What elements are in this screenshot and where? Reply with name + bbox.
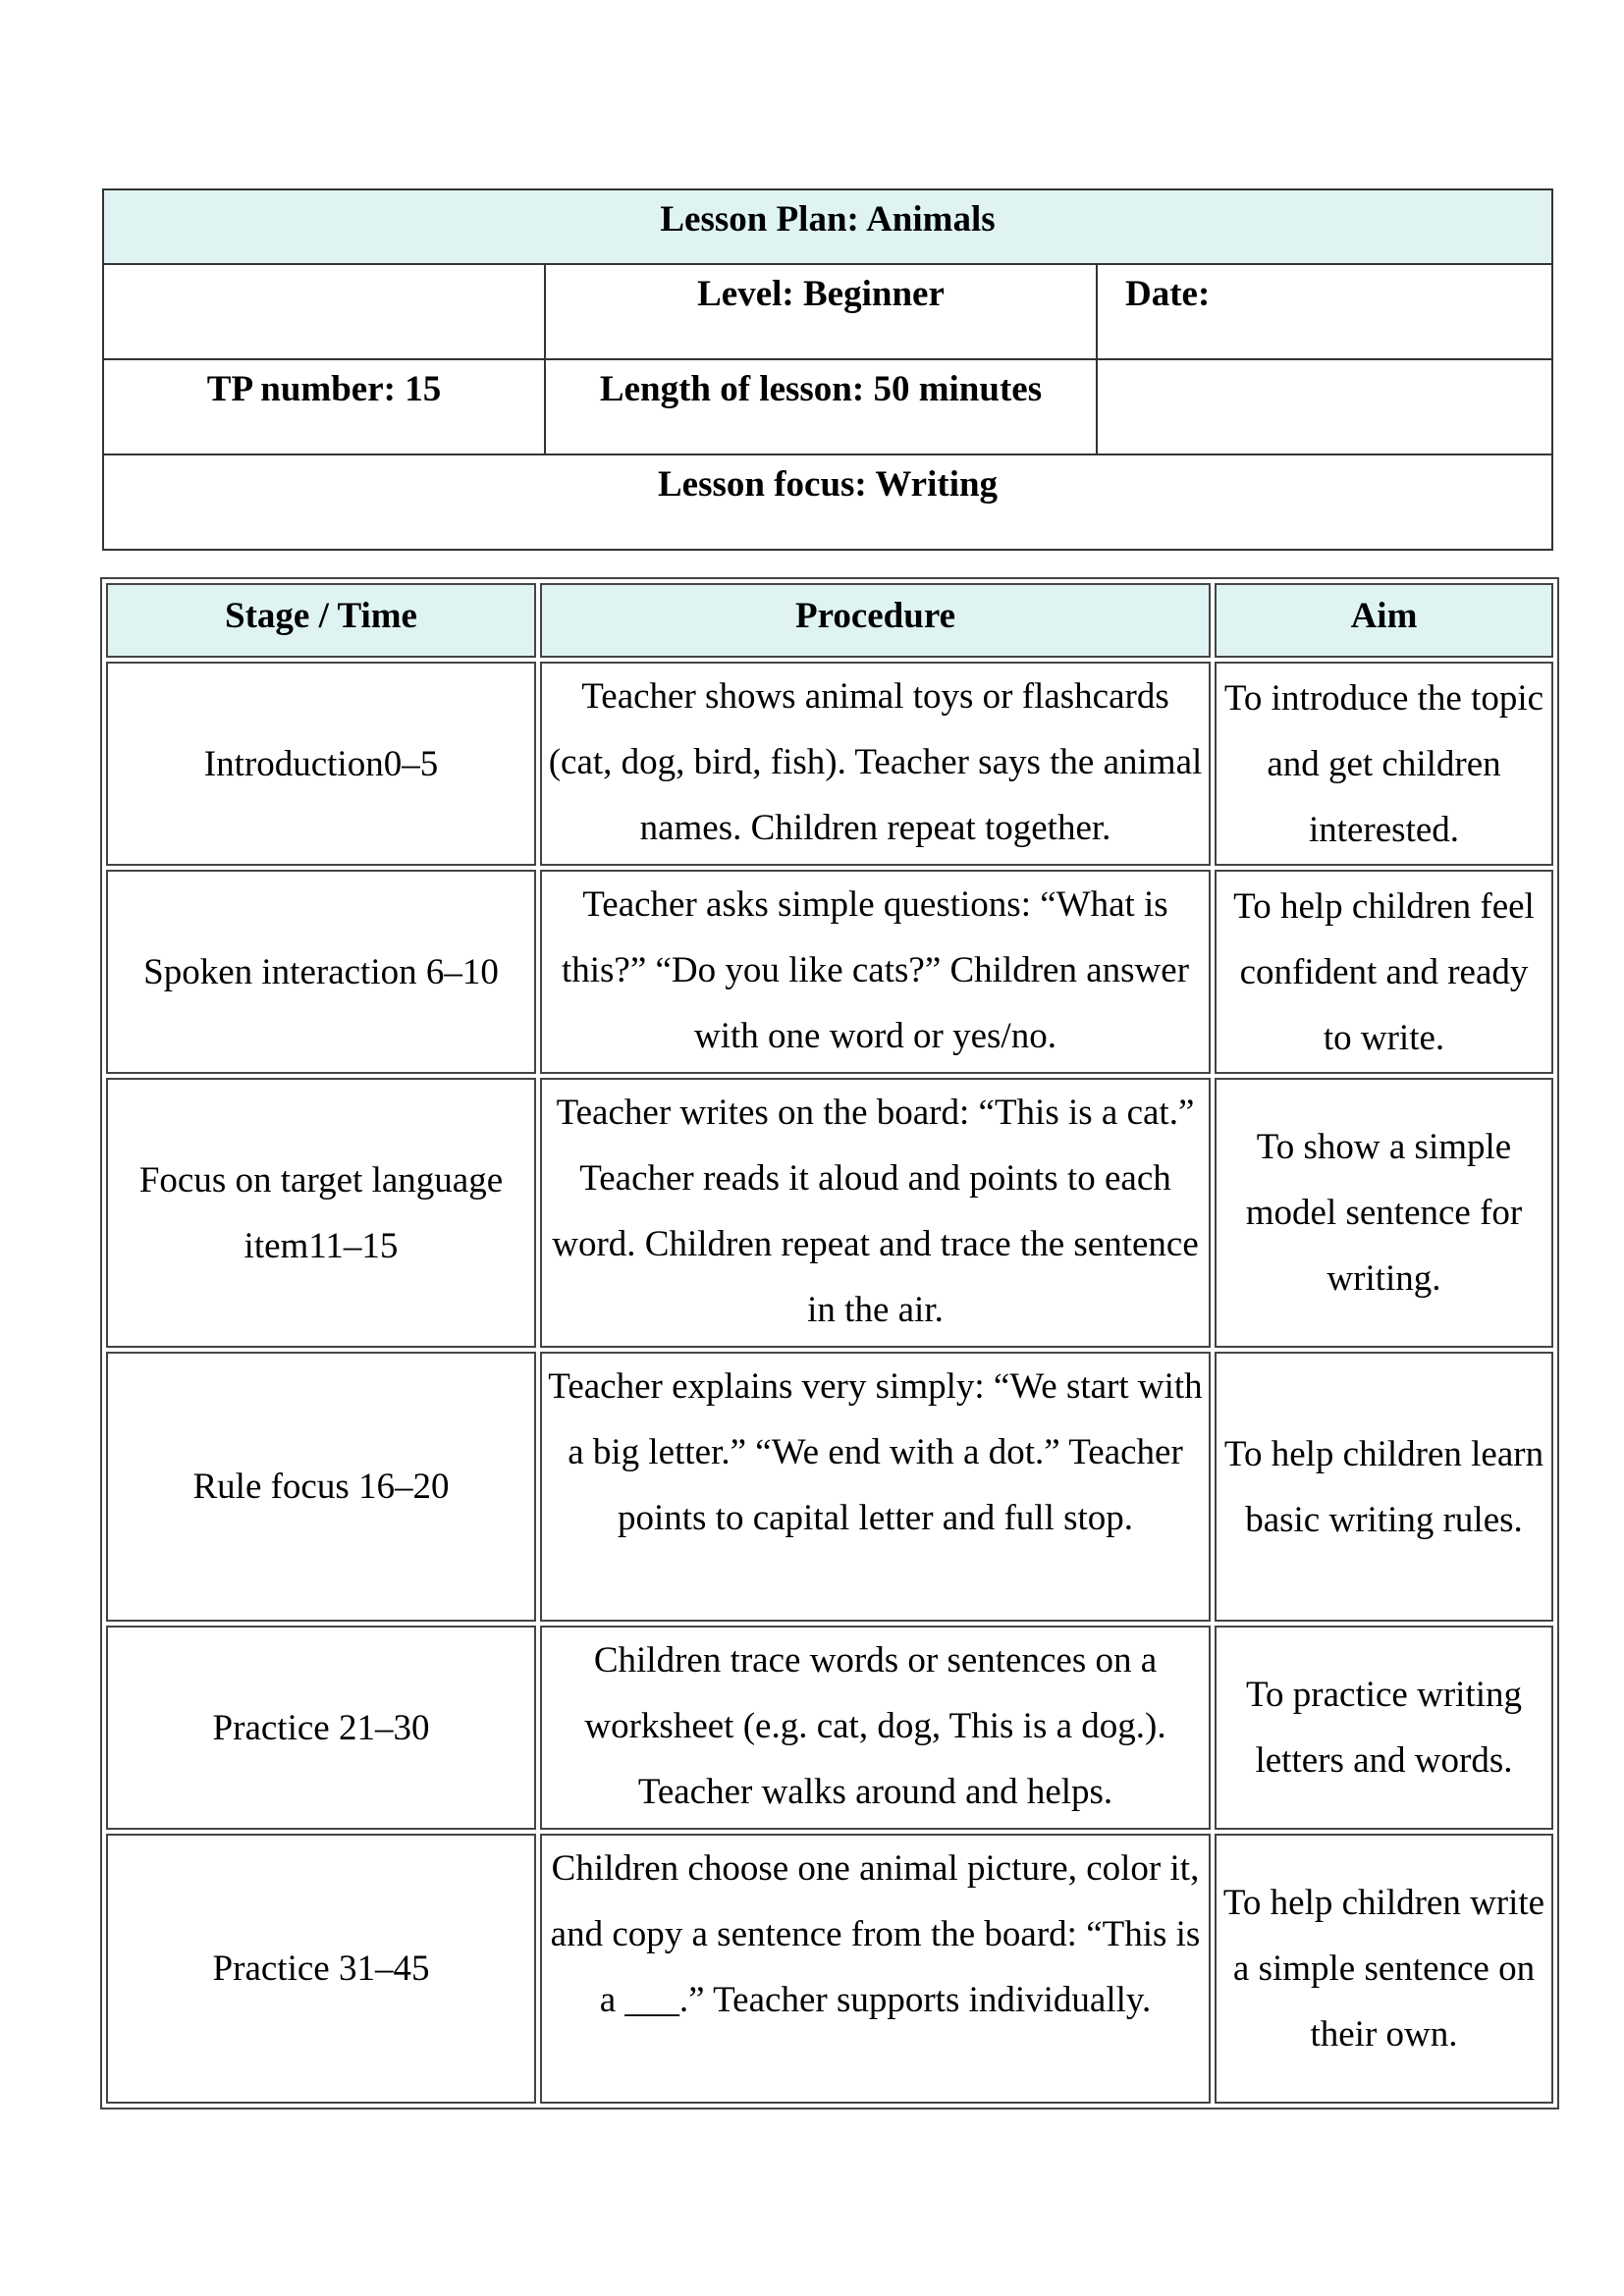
date-field: Date: — [1097, 264, 1552, 359]
column-header-procedure: Procedure — [540, 583, 1211, 658]
lesson-title: Lesson Plan: Animals — [103, 189, 1552, 264]
table-row — [106, 1078, 1553, 1348]
aim-cell: To show a simple model sentence for writing. — [1215, 1078, 1553, 1348]
table-row — [106, 1626, 1553, 1830]
aim-cell: To help children write a simple sentence on their own. — [1215, 1834, 1553, 2104]
column-header-stage: Stage / Time — [106, 583, 536, 658]
table-header-row — [106, 583, 1553, 658]
table-row — [106, 870, 1553, 1074]
procedure-cell: Teacher writes on the board: “This is a cat.” Teacher reads it aloud and points to each word. Children repeat and trace the sentence in the air. — [540, 1078, 1211, 1348]
stage-cell: Rule focus 16–20 — [106, 1352, 536, 1622]
lesson-procedure-table — [100, 577, 1559, 2109]
procedure-cell: Children choose one animal picture, color it, and copy a sentence from the board: “This is a ___.” Teacher supports individually. — [540, 1834, 1211, 2104]
table-row — [106, 1834, 1553, 2104]
stage-cell: Practice 31–45 — [106, 1834, 536, 2104]
stage-cell: Practice 21–30 — [106, 1626, 536, 1830]
tp-number-field: TP number: 15 — [103, 359, 545, 454]
empty-cell — [103, 264, 545, 359]
stage-cell: Focus on target language item11–15 — [106, 1078, 536, 1348]
procedure-cell: Teacher explains very simply: “We start with a big letter.” “We end with a dot.” Teacher points to capital letter and full stop. — [540, 1352, 1211, 1622]
stage-cell: Spoken interaction 6–10 — [106, 870, 536, 1074]
aim-cell: To introduce the topic and get children interested. — [1215, 662, 1553, 866]
level-field: Level: Beginner — [545, 264, 1097, 359]
aim-cell: To help children feel confident and ready to write. — [1215, 870, 1553, 1074]
column-header-aim: Aim — [1215, 583, 1553, 658]
empty-cell — [1097, 359, 1552, 454]
procedure-cell: Teacher shows animal toys or flashcards (cat, dog, bird, fish). Teacher says the animal names. Children repeat together. — [540, 662, 1211, 866]
table-row — [106, 1352, 1553, 1622]
aim-cell: To help children learn basic writing rules. — [1215, 1352, 1553, 1622]
procedure-cell: Teacher asks simple questions: “What is this?” “Do you like cats?” Children answer with one word or yes/no. — [540, 870, 1211, 1074]
lesson-header-table — [102, 188, 1553, 551]
lesson-length-field: Length of lesson: 50 minutes — [545, 359, 1097, 454]
stage-cell: Introduction0–5 — [106, 662, 536, 866]
table-row — [106, 662, 1553, 866]
lesson-focus-field: Lesson focus: Writing — [103, 454, 1552, 550]
procedure-cell: Children trace words or sentences on a worksheet (e.g. cat, dog, This is a dog.). Teacher walks around and helps. — [540, 1626, 1211, 1830]
aim-cell: To practice writing letters and words. — [1215, 1626, 1553, 1830]
